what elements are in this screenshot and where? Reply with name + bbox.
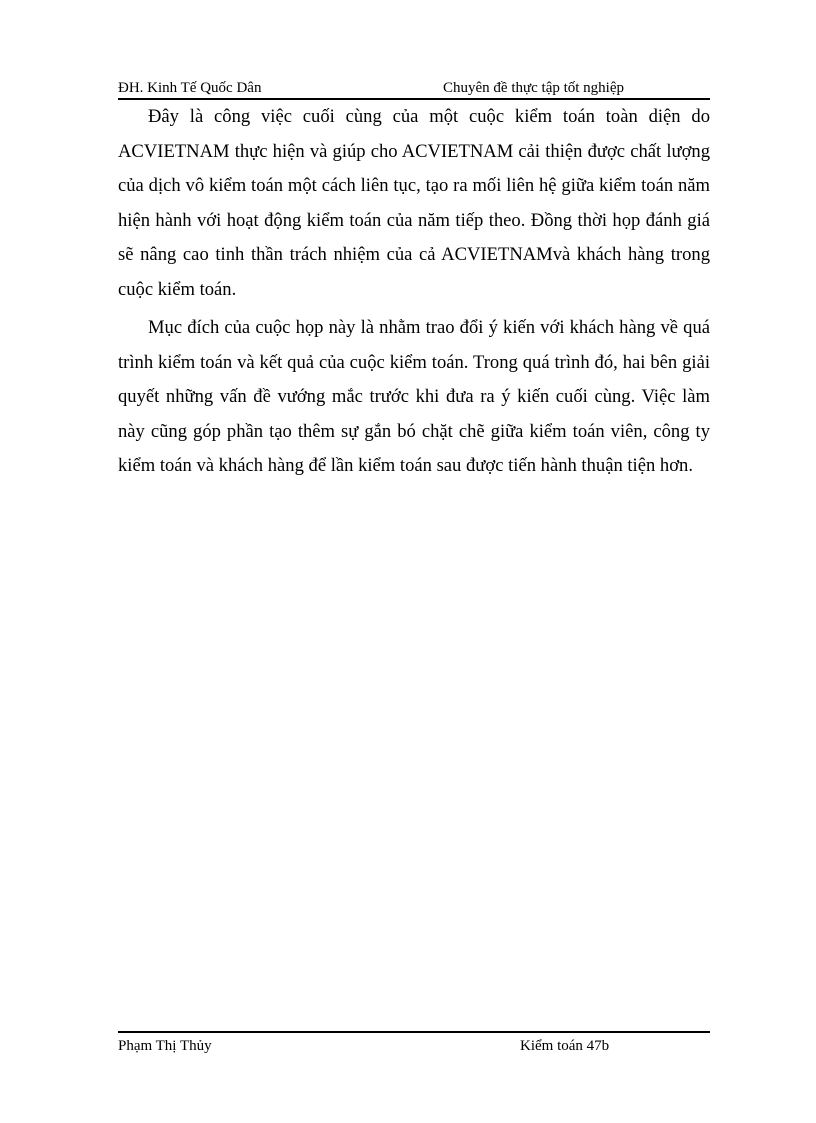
page-footer bbox=[118, 1034, 710, 1058]
footer-rule bbox=[118, 1031, 710, 1033]
header-document-type: Chuyên đề thực tập tốt nghiệp bbox=[443, 80, 625, 96]
page-header bbox=[118, 76, 710, 100]
body-text bbox=[118, 100, 710, 484]
paragraph-1: Đây là công việc cuối cùng của một cuộc kiểm toán toàn diện do ACVIETNAM thực hiện và giúp cho ACVIETNAM cải thiện được chất lượng của dịch vô kiểm toán một cách liên tục, tạo ra mối liên hệ giữa kiểm toán năm hiện hành với hoạt động kiểm toán của năm tiếp theo. Đồng thời họp đánh giá sẽ nâng cao tinh thần trách nhiệm của cả ACVIETNAMvà khách hàng trong cuộc kiểm toán. bbox=[118, 106, 710, 300]
header-university: ĐH. Kinh Tế Quốc Dân bbox=[118, 80, 262, 96]
footer-author: Phạm Thị Thủy bbox=[118, 1038, 212, 1054]
paragraph-2: Mục đích của cuộc họp này là nhằm trao đổi ý kiến với khách hàng về quá trình kiểm toán và kết quả của cuộc kiểm toán. Trong quá trình đó, hai bên giải quyết những vấn đề vướng mắc trước khi đưa ra ý kiến cuối cùng. Việc làm này cũng góp phần tạo thêm sự gắn bó chặt chẽ giữa kiểm toán viên, công ty kiểm toán và khách hàng để lần kiểm toán sau được tiến hành thuận tiện hơn. bbox=[118, 317, 710, 476]
footer-class: Kiểm toán 47b bbox=[520, 1038, 610, 1054]
